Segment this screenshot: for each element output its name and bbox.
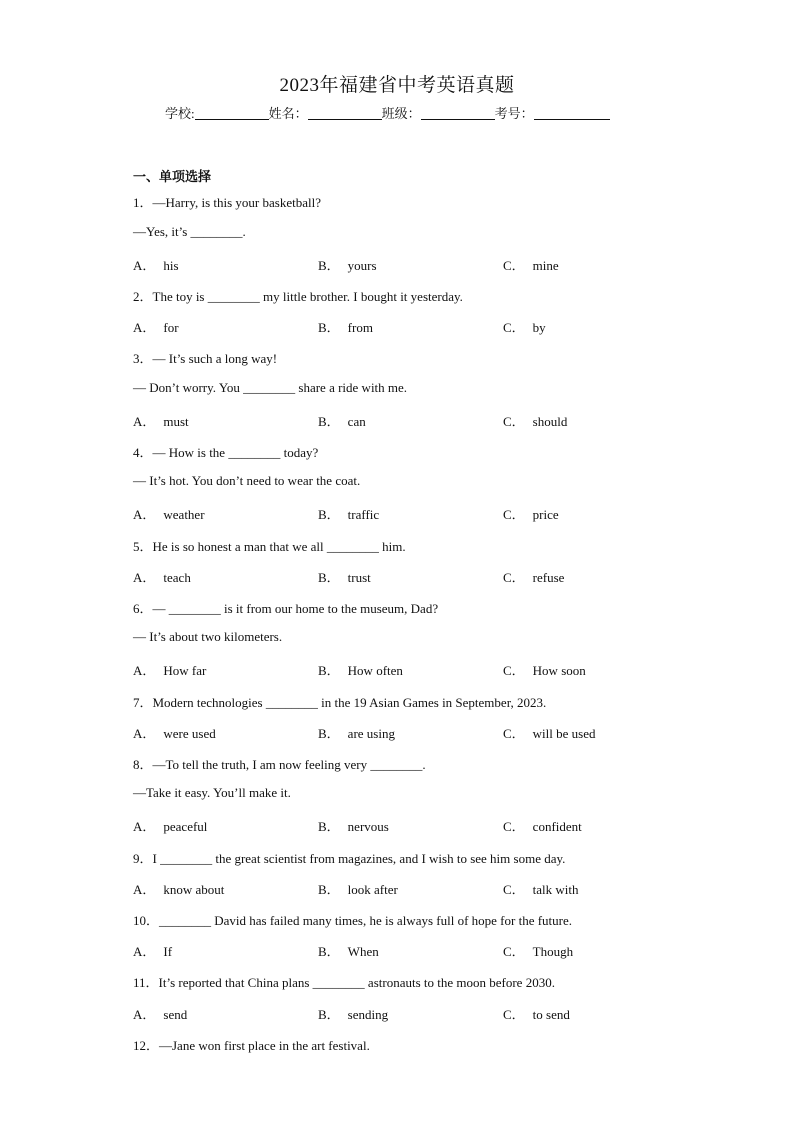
option-c[interactable]: C． will be used: [503, 726, 596, 741]
option-c[interactable]: C． Though: [503, 944, 574, 959]
option-a[interactable]: A． were used: [133, 726, 216, 741]
question-6-line-1: 6．— ________ is it from our home to the museum, Dad?: [133, 601, 439, 616]
question-5-line-1: 5．He is so honest a man that we all ________ him.: [133, 539, 406, 554]
question-4-options: [133, 504, 733, 522]
question-9-options: [133, 879, 733, 897]
question-4-line-1: 4．— How is the ________ today?: [133, 445, 319, 460]
option-b[interactable]: B． from: [318, 320, 373, 335]
question-6-line-2: — It’s about two kilometers.: [133, 629, 283, 644]
option-b[interactable]: B． How often: [318, 663, 403, 678]
question-1-line-1: 1．—Harry, is this your basketball?: [133, 195, 321, 210]
option-a[interactable]: A． teach: [133, 570, 191, 585]
question-11-line-1: 11．It’s reported that China plans ________ astronauts to the moon before 2030.: [133, 975, 555, 990]
option-a[interactable]: A． If: [133, 944, 173, 959]
class-blank[interactable]: [421, 107, 495, 120]
option-c[interactable]: C． should: [503, 414, 568, 429]
option-b[interactable]: B． nervous: [318, 819, 389, 834]
question-4-line-2: — It’s hot. You don’t need to wear the coat.: [133, 473, 361, 488]
option-a[interactable]: A． How far: [133, 663, 207, 678]
question-8-line-1: 8．—To tell the truth, I am now feeling very ________.: [133, 757, 426, 772]
class-label: 班级：: [381, 106, 421, 121]
name-blank[interactable]: [308, 107, 382, 120]
question-10-line-1: 10．________ David has failed many times, he is always full of hope for the future.: [133, 913, 573, 928]
option-a[interactable]: A． for: [133, 320, 179, 335]
option-c[interactable]: C． mine: [503, 258, 559, 273]
exam-number-label: 考号：: [494, 106, 534, 121]
question-3-line-2: — Don’t worry. You ________ share a ride with me.: [133, 380, 408, 395]
school-blank[interactable]: [195, 107, 269, 120]
question-10-options: [133, 941, 733, 959]
option-a[interactable]: A． must: [133, 414, 189, 429]
question-2-options: [133, 317, 733, 335]
question-5-options: [133, 567, 733, 585]
option-c[interactable]: C． refuse: [503, 570, 565, 585]
school-label: 学校:: [165, 106, 195, 121]
section-title: 一、单项选择: [133, 170, 212, 185]
question-8-options: [133, 816, 733, 834]
question-12-line-1: 12．—Jane won first place in the art festival.: [133, 1038, 370, 1053]
question-6-options: [133, 660, 733, 678]
question-9-line-1: 9．I ________ the great scientist from magazines, and I wish to see him some day.: [133, 851, 566, 866]
option-a[interactable]: A． weather: [133, 507, 205, 522]
option-c[interactable]: C． to send: [503, 1007, 570, 1022]
question-1-options: [133, 255, 733, 273]
option-a[interactable]: A． send: [133, 1007, 188, 1022]
option-b[interactable]: B． look after: [318, 882, 398, 897]
question-11-options: [133, 1004, 733, 1022]
student-info-row: [165, 103, 610, 122]
option-b[interactable]: B． yours: [318, 258, 377, 273]
question-1-line-2: —Yes, it’s ________.: [133, 224, 246, 239]
question-3-line-1: 3．— It’s such a long way!: [133, 351, 278, 366]
option-a[interactable]: A． his: [133, 258, 179, 273]
question-7-line-1: 7．Modern technologies ________ in the 19 Asian Games in September, 2023.: [133, 695, 547, 710]
option-c[interactable]: C． confident: [503, 819, 582, 834]
option-b[interactable]: B． traffic: [318, 507, 380, 522]
page-title: 2023年福建省中考英语真题: [279, 75, 515, 96]
question-2-line-1: 2．The toy is ________ my little brother. I bought it yesterday.: [133, 289, 463, 304]
option-b[interactable]: B． are using: [318, 726, 395, 741]
option-a[interactable]: A． know about: [133, 882, 225, 897]
option-b[interactable]: B． When: [318, 944, 379, 959]
question-3-options: [133, 411, 733, 429]
question-8-line-2: —Take it easy. You’ll make it.: [133, 785, 291, 800]
name-label: 姓名：: [268, 106, 308, 121]
option-a[interactable]: A． peaceful: [133, 819, 208, 834]
option-c[interactable]: C． talk with: [503, 882, 579, 897]
option-c[interactable]: C． How soon: [503, 663, 586, 678]
option-c[interactable]: C． price: [503, 507, 559, 522]
option-b[interactable]: B． sending: [318, 1007, 389, 1022]
option-b[interactable]: B． trust: [318, 570, 371, 585]
option-c[interactable]: C． by: [503, 320, 546, 335]
question-7-options: [133, 723, 733, 741]
exam-number-blank[interactable]: [534, 107, 610, 120]
option-b[interactable]: B． can: [318, 414, 366, 429]
